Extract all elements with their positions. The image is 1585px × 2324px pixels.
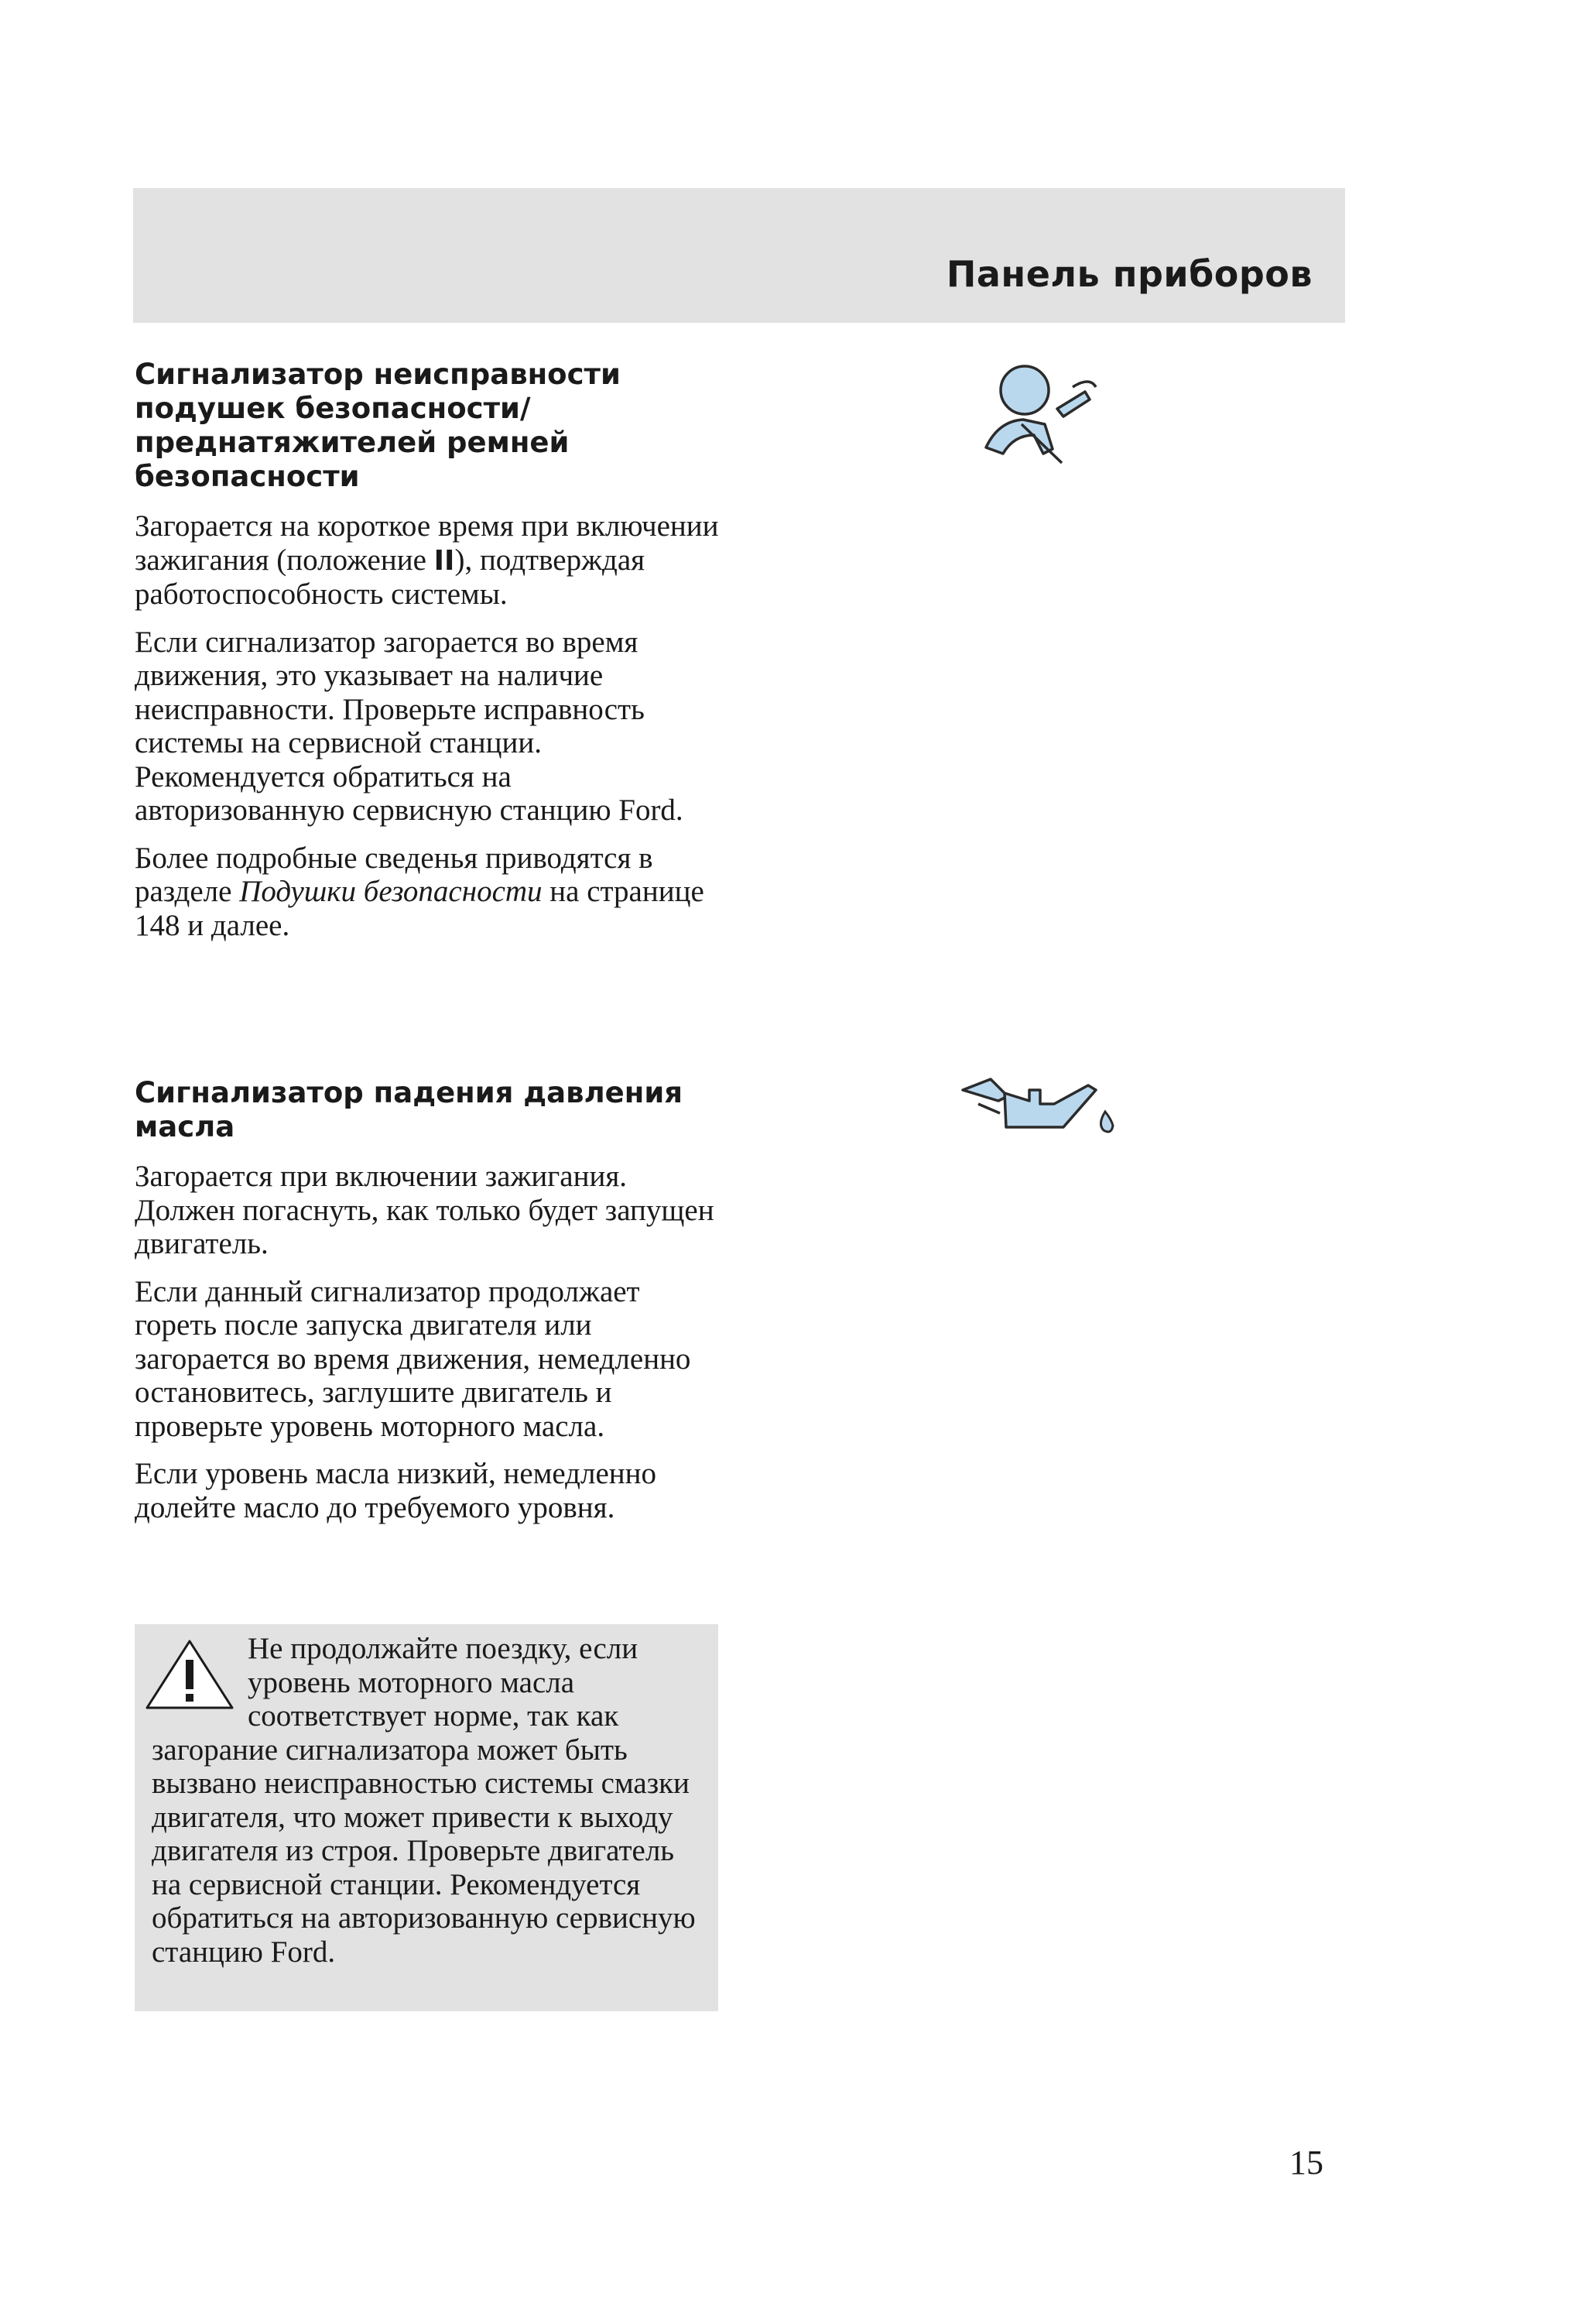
airbag-heading: Сигнализатор неисправности подушек безопасности/ преднатяжителей ремней безопасности	[135, 358, 621, 493]
warning-text: Не продолжайте поездку, если уровень моторного масла соответствует норме, так как загорание сигнализатора может быть вызвано неисправностью системы смазки двигателя, что может привести к выходу двигателя из строя. Проверьте двигатель на сервисной станции. Рекомендуется обратиться на авторизованную сервисную станцию Ford.	[152, 1632, 696, 1969]
warning-text-wrap	[152, 1632, 709, 1969]
airbag-crossref: Подушки безопасности	[239, 875, 543, 908]
airbag-p1-text-end: ), подтверждая работоспособность системы.	[135, 543, 645, 611]
page-number: 15	[1289, 2144, 1323, 2182]
page-title: Панель приборов	[946, 253, 1313, 295]
oil-paragraph-1: Загорается при включении зажигания. Должен погаснуть, как только будет запущен двигатель.	[135, 1160, 714, 1260]
airbag-paragraph-3	[135, 842, 723, 943]
warning-box	[135, 1624, 718, 2011]
airbag-paragraph-2: Если сигнализатор загорается во время движения, это указывает на наличие неисправности. Проверьте исправность системы на сервисной станции. Рекомендуется обратиться на авторизованную сервисную станцию Ford.	[135, 625, 683, 827]
airbag-p1-text: Загорается на короткое время при включении зажигания (положение	[135, 509, 719, 577]
airbag-p3-text-end: на странице 148 и далее.	[135, 875, 704, 942]
header-band	[133, 188, 1345, 323]
airbag-p3-text: Более подробные сведенья приводятся в разделе	[135, 841, 653, 908]
airbag-section	[135, 358, 723, 942]
oil-paragraph-2: Если данный сигнализатор продолжает гореть после запуска двигателя или загорается во время движения, немедленно остановитесь, заглушите двигатель и проверьте уровень моторного масла.	[135, 1274, 691, 1443]
ignition-position: II	[433, 544, 455, 577]
airbag-warning-icon	[977, 356, 1101, 472]
oil-section	[135, 1076, 723, 1524]
oil-heading: Сигнализатор падения давления масла	[135, 1076, 683, 1143]
airbag-paragraph-1	[135, 509, 723, 612]
oil-pressure-icon	[960, 1073, 1121, 1147]
oil-paragraph-3: Если уровень масла низкий, немедленно долейте масло до требуемого уровня.	[135, 1457, 657, 1524]
warning-triangle-icon	[144, 1638, 235, 1711]
